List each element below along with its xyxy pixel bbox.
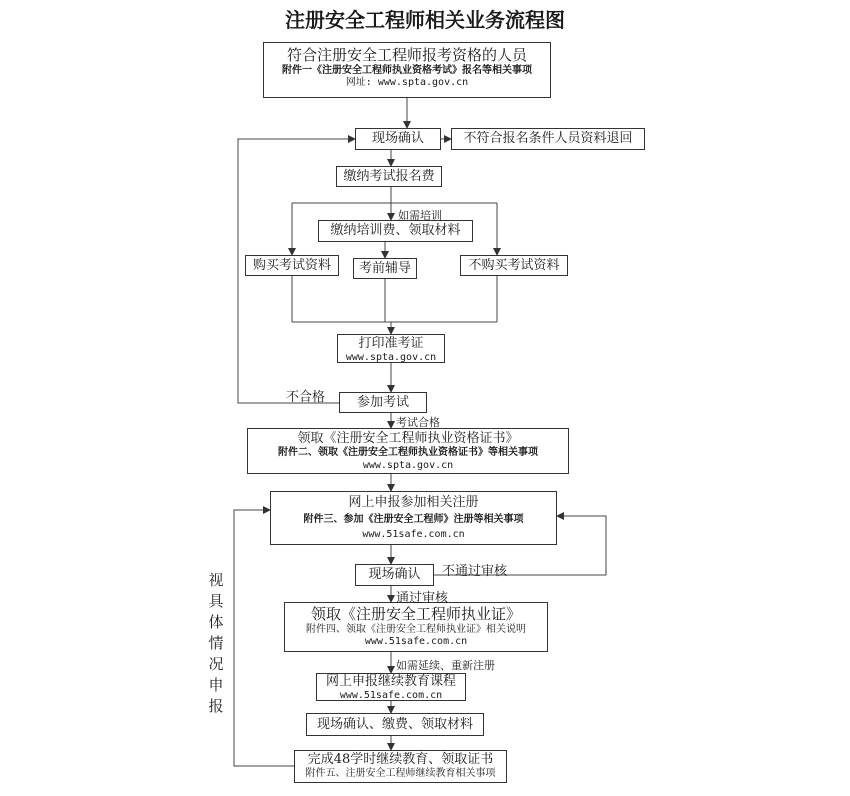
- box-receive-license: [284, 602, 548, 652]
- box-print-admission-title: 打印准考证: [358, 336, 424, 351]
- box-pay-exam-fee: 缴纳考试报名费: [336, 166, 442, 187]
- box-print-admission: [337, 334, 445, 363]
- box-pre-exam-tutoring: 考前辅导: [353, 258, 417, 279]
- box-complete-cont-edu-title: 完成48学时继续教育、领取证书: [307, 752, 494, 767]
- label-renew: 如需延续、重新注册: [396, 659, 495, 672]
- box-receive-license-attachment: 附件四、领取《注册安全工程师执业证》相关说明: [306, 623, 526, 635]
- box-pay-training-fee: 缴纳培训费、领取材料: [318, 220, 473, 242]
- box-eligible-attachment: 附件一《注册安全工程师执业资格考试》报名等相关事项: [282, 64, 532, 76]
- box-receive-qualification: [247, 428, 569, 474]
- box-print-admission-url: www.spta.gov.cn: [345, 352, 437, 364]
- page-title: 注册安全工程师相关业务流程图: [285, 8, 565, 32]
- box-take-exam: 参加考试: [339, 392, 427, 413]
- label-side-vertical: [207, 570, 225, 717]
- box-onsite-confirm-2: 现场确认: [355, 564, 434, 586]
- label-if-training: 如需培训: [398, 209, 442, 222]
- label-pass-review: 通过审核: [396, 591, 449, 606]
- box-receive-license-url: www.51safe.com.cn: [364, 636, 468, 648]
- box-online-registration-url: www.51safe.com.cn: [362, 528, 465, 540]
- box-online-registration-attachment: 附件三、参加《注册安全工程师》注册等相关事项: [303, 514, 524, 526]
- box-complete-cont-edu-attachment: 附件五、注册安全工程师继续教育相关事项: [305, 768, 496, 780]
- box-receive-license-title: 领取《注册安全工程师执业证》: [310, 605, 521, 623]
- box-return-materials: 不符合报名条件人员资料退回: [451, 128, 645, 150]
- box-eligible-applicants: [263, 42, 551, 98]
- label-fail: 不合格: [286, 390, 326, 405]
- box-no-buy-materials: 不购买考试资料: [460, 255, 568, 276]
- label-not-pass-review: 不通过审核: [442, 564, 508, 579]
- label-exam-pass: 考试合格: [396, 416, 440, 429]
- box-confirm-pay-collect: 现场确认、缴费、领取材料: [306, 713, 484, 736]
- box-online-cont-edu: [316, 673, 466, 701]
- box-receive-qualification-title: 领取《注册安全工程师执业资格证书》: [297, 431, 519, 446]
- box-online-registration: [270, 491, 557, 545]
- box-buy-materials: 购买考试资料: [245, 255, 339, 276]
- box-receive-qualification-attachment: 附件二、领取《注册安全工程师执业资格证书》等相关事项: [278, 447, 538, 459]
- box-onsite-confirm-1: 现场确认: [355, 128, 441, 150]
- box-online-cont-edu-url: www.51safe.com.cn: [339, 690, 443, 702]
- box-receive-qualification-url: www.spta.gov.cn: [362, 459, 454, 471]
- box-online-cont-edu-title: 网上申报继续教育课程: [325, 674, 456, 689]
- label-side-text: 视具体情况申报: [208, 571, 224, 715]
- box-online-registration-title: 网上申报参加相关注册: [348, 495, 479, 510]
- box-eligible-url: 网址: www.spta.gov.cn: [345, 77, 469, 89]
- box-eligible-title: 符合注册安全工程师报考资格的人员: [286, 46, 527, 64]
- box-complete-cont-edu: [294, 750, 507, 783]
